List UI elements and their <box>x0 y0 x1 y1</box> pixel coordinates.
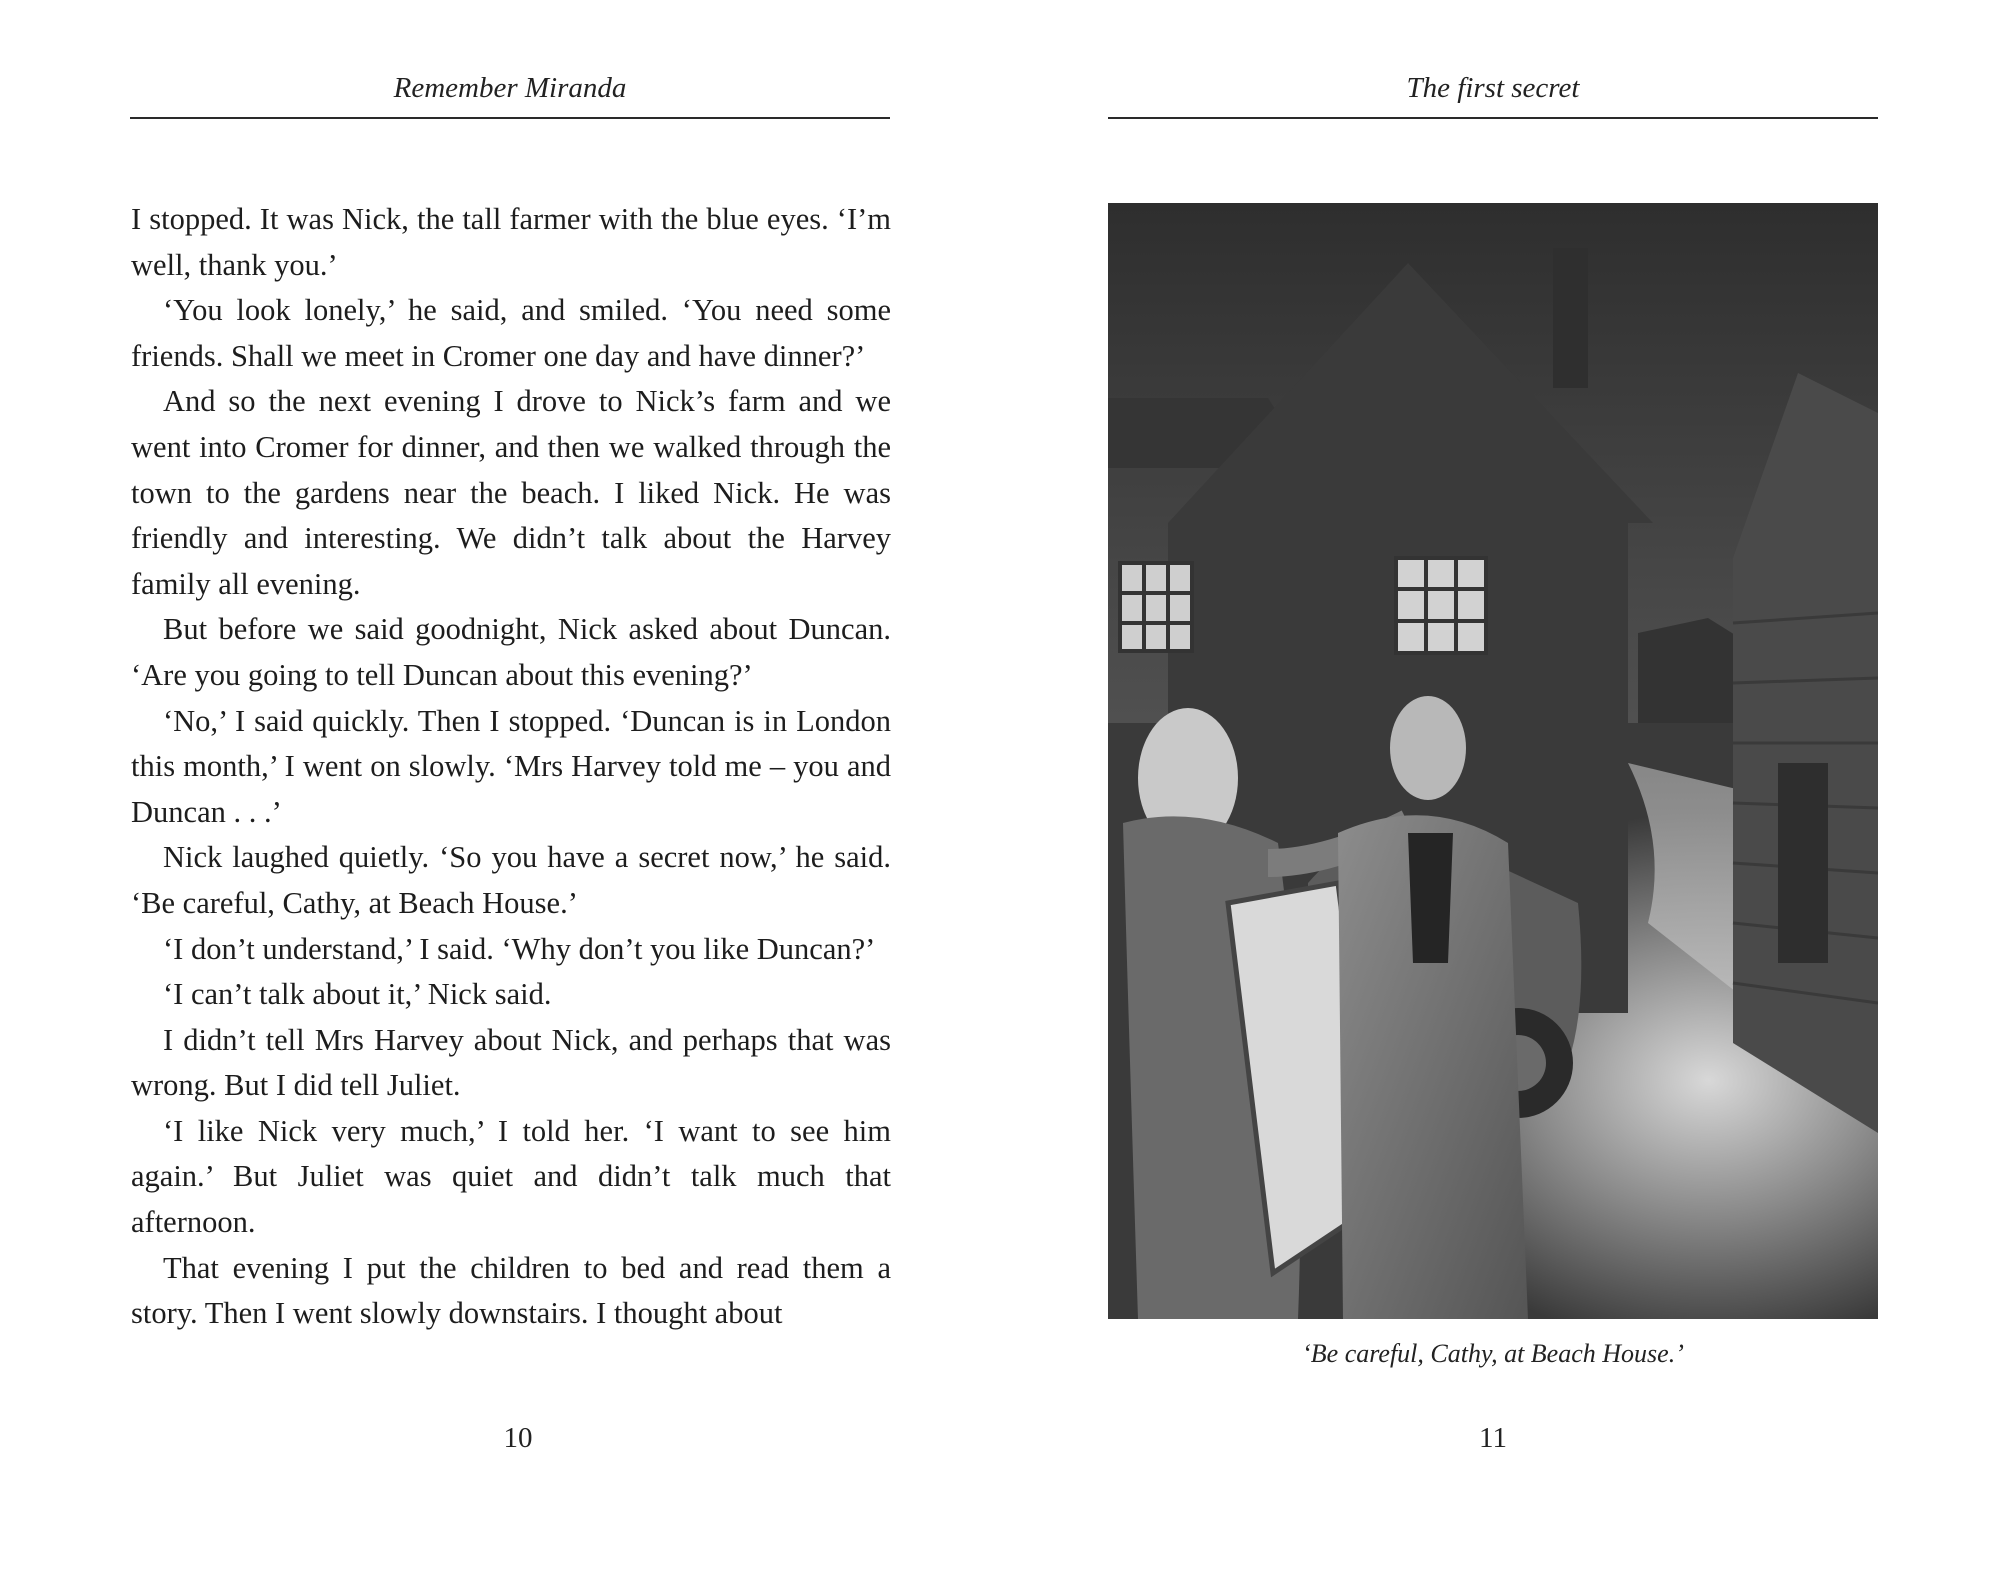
illustration-caption: ‘Be careful, Cathy, at Beach House.’ <box>1302 1339 1684 1368</box>
page-number: 10 <box>503 1422 533 1454</box>
paragraph: ‘I like Nick very much,’ I told her. ‘I want to see him again.’ But Juliet was quiet and didn’t talk much that afternoon. <box>131 1113 891 1240</box>
paragraph: ‘I don’t understand,’ I said. ‘Why don’t you like Duncan?’ <box>163 931 876 966</box>
paragraph: I stopped. It was Nick, the tall farmer with the blue eyes. ‘I’m well, thank you.’ <box>131 202 891 282</box>
man-sweater <box>1408 833 1453 963</box>
window <box>1120 563 1192 651</box>
man-head <box>1390 696 1466 800</box>
paragraph: ‘I can’t talk about it,’ Nick said. <box>163 977 552 1012</box>
paragraph: ‘No,’ I said quickly. Then I stopped. ‘Duncan is in London this month,’ I went on slowly. ‘Mrs Harvey told me – you and Duncan . . .’ <box>131 703 891 829</box>
paragraph: Nick laughed quietly. ‘So you have a secret now,’ he said. ‘Be careful, Cathy, at Beach House.’ <box>131 840 891 920</box>
paragraph: That evening I put the children to bed and read them a story. Then I went slowly downstairs. I thought about <box>131 1250 891 1331</box>
paragraph: ‘You look lonely,’ he said, and smiled. ‘You need some friends. Shall we meet in Cromer one day and have dinner?’ <box>131 293 891 373</box>
running-head-book-title: Remember Miranda <box>393 72 627 104</box>
header-rule <box>130 117 890 119</box>
paragraph: And so the next evening I drove to Nick’s farm and we went into Cromer for dinner, and then we walked through the town to the gardens near the beach. I liked Nick. He was friendly and interesting. We didn’t talk about the Harvey family all evening. <box>131 384 891 601</box>
window <box>1396 558 1486 653</box>
right-page <box>1000 0 2000 1571</box>
paragraph: But before we said goodnight, Nick asked about Duncan. ‘Are you going to tell Duncan about this evening?’ <box>131 612 891 692</box>
page-number: 11 <box>1479 1422 1507 1454</box>
illustration <box>1108 203 1878 1319</box>
body-text <box>131 197 891 1337</box>
illustration-night-street-scene <box>1108 203 1878 1319</box>
barn-distant <box>1638 618 1748 723</box>
running-head-chapter-title: The first secret <box>1406 72 1580 104</box>
header-rule <box>1108 117 1878 119</box>
chimney <box>1553 248 1588 388</box>
paragraph: I didn’t tell Mrs Harvey about Nick, and perhaps that was wrong. But I did tell Juliet. <box>131 1022 891 1103</box>
shed-door <box>1778 763 1828 963</box>
